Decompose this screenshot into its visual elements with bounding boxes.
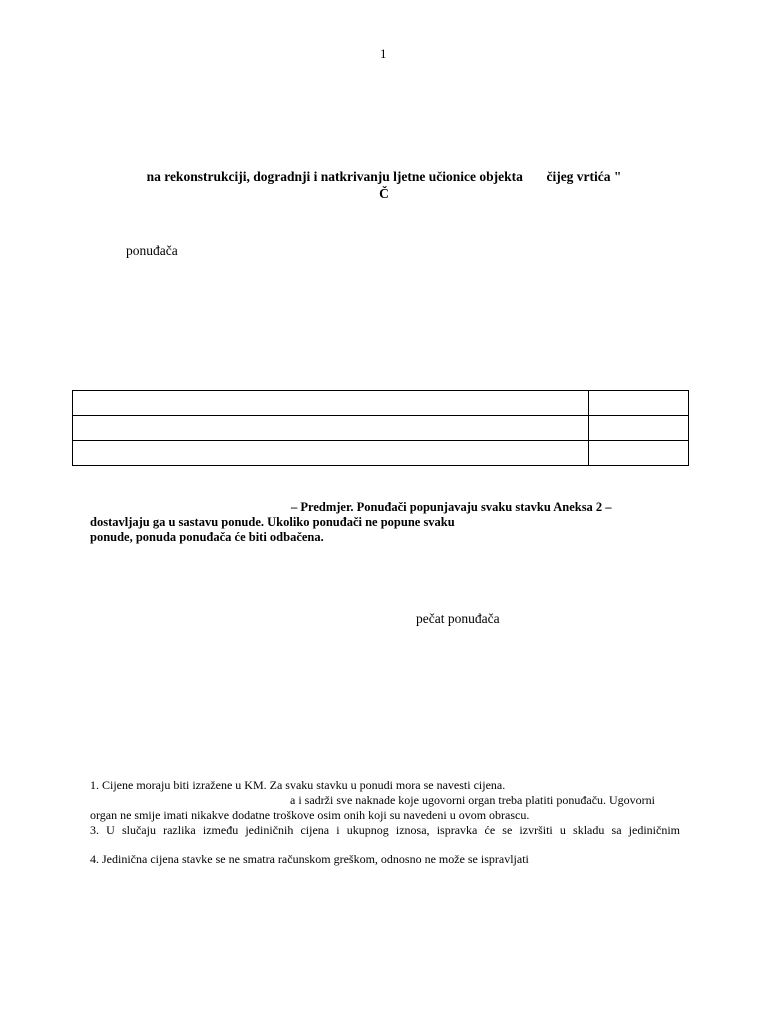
title-line-1: na rekonstrukciji, dogradnji i natkrivanju ljetne učionice objekta čijeg vrtića ": [146, 169, 622, 184]
notes-list: [90, 778, 680, 867]
stamp-label: pečat ponuđača: [416, 611, 500, 626]
table-cell: [589, 416, 689, 441]
annex-line-1: – Predmjer. Ponuđači popunjavaju svaku stavku Aneksa 2 –: [291, 500, 612, 514]
table-cell: [589, 391, 689, 416]
table-row: [73, 416, 689, 441]
title-line-2: Č: [379, 186, 389, 201]
annex-line-2: dostavljaju ga u sastavu ponude. Ukoliko ponuđači ne popune svaku: [90, 515, 455, 529]
bidder-info-table: [72, 390, 689, 466]
table-cell: [73, 416, 589, 441]
annex-line-3: ponude, ponuda ponuđača će biti odbačena.: [90, 530, 324, 544]
note-2-line-2: organ ne smije imati nikakve dodatne troškove osim onih koji su navedeni u ovom obrascu.: [90, 808, 530, 822]
page-number: 1: [380, 46, 387, 61]
annex-paragraph: [90, 500, 612, 545]
table-cell: [73, 391, 589, 416]
note-2-line-1: a i sadrži sve naknade koje ugovorni organ treba platiti ponuđaču. Ugovorni: [290, 793, 656, 807]
table-row: [73, 391, 689, 416]
note-3: 3. U slučaju razlika između jediničnih cijena i ukupnog iznosa, ispravka će se izvršiti u skladu sa jediničnim: [90, 823, 680, 837]
table-row: [73, 441, 689, 466]
table-cell: [73, 441, 589, 466]
note-1: 1. Cijene moraju biti izražene u KM. Za svaku stavku u ponudi mora se navesti cijena.: [90, 778, 506, 792]
table-cell: [589, 441, 689, 466]
document-title: [80, 168, 688, 202]
bidder-label: ponuđača: [126, 243, 178, 258]
note-4: 4. Jedinična cijena stavke se ne smatra računskom greškom, odnosno ne može se ispravljati: [90, 852, 529, 866]
